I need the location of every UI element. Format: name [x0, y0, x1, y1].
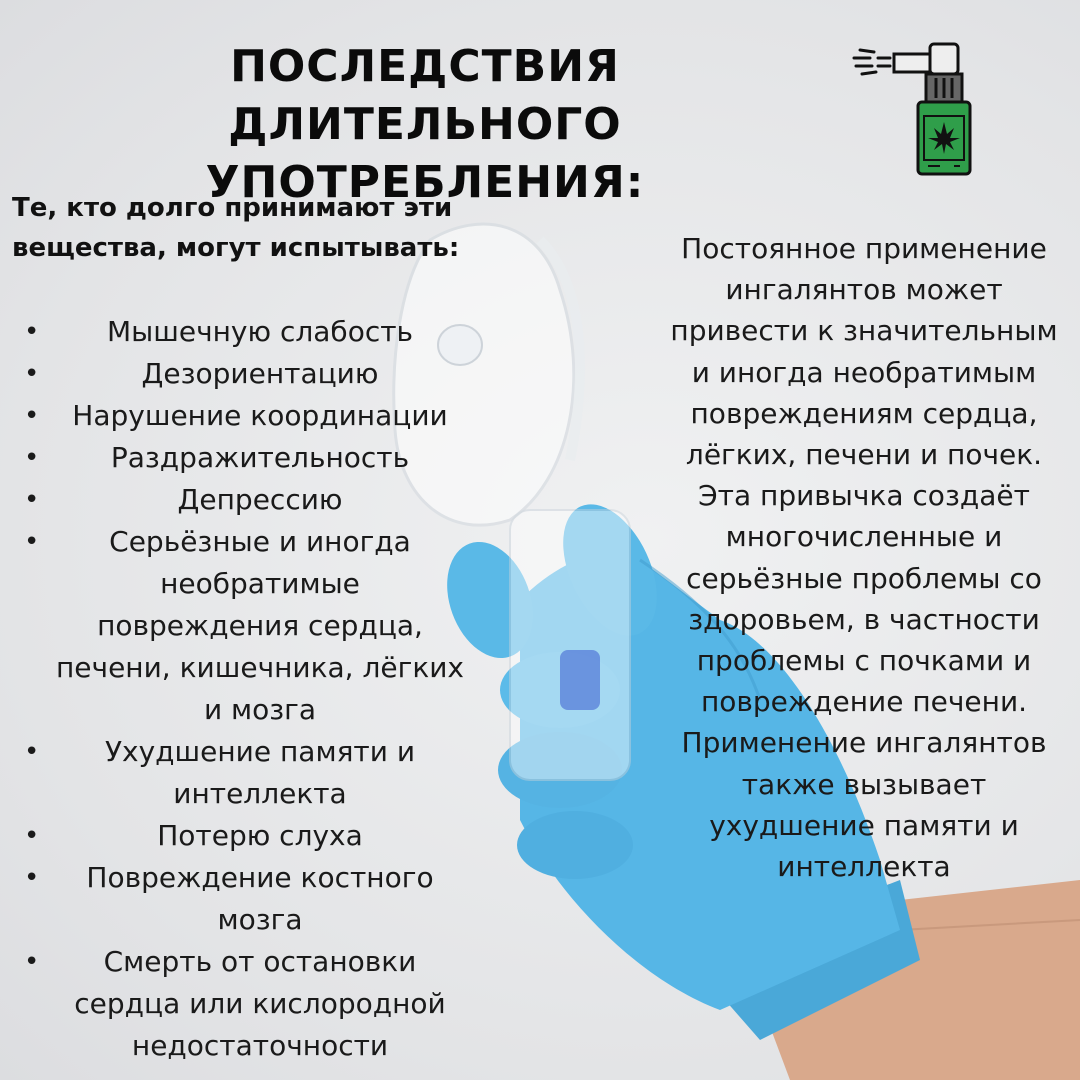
intro-line-1: Те, кто долго принимают эти	[12, 193, 453, 223]
spray-bottle-icon	[850, 38, 975, 178]
list-item: • Депрессию	[24, 479, 464, 521]
title-line-2: УПОТРЕБЛЕНИЯ:	[205, 157, 645, 208]
intro-text	[12, 188, 472, 268]
right-paragraph: Постоянное применение ингалянтов может привести к значительным и иногда необратимым повреждениям сердца, лёгких, печени и почек. Эта привычка создаёт многочисленные и серьёзные проблемы со здоровьем, в частности проблемы с почками и повреждение печени. Применение ингалянтов также вызывает ухудшение памяти и интеллекта	[670, 232, 1058, 884]
effects-list	[24, 311, 464, 1067]
page-title	[30, 38, 820, 212]
list-item: • Дезориентацию	[24, 353, 464, 395]
list-item: • Потерю слуха	[24, 815, 464, 857]
list-item: • Раздражительность	[24, 437, 464, 479]
list-item: • Смерть от остановки сердца или кислородной недостаточности	[24, 941, 464, 1067]
list-item: • Повреждение костного мозга	[24, 857, 464, 941]
list-item: • Ухудшение памяти и интеллекта	[24, 731, 464, 815]
intro-line-2: вещества, могут испытывать:	[12, 233, 460, 263]
list-item: • Мышечную слабость	[24, 311, 464, 353]
list-item: • Нарушение координации	[24, 395, 464, 437]
list-item: • Серьёзные и иногда необратимые повреждения сердца, печени, кишечника, лёгких и мозга	[24, 521, 464, 731]
title-line-1: ПОСЛЕДСТВИЯ ДЛИТЕЛЬНОГО	[228, 41, 622, 150]
